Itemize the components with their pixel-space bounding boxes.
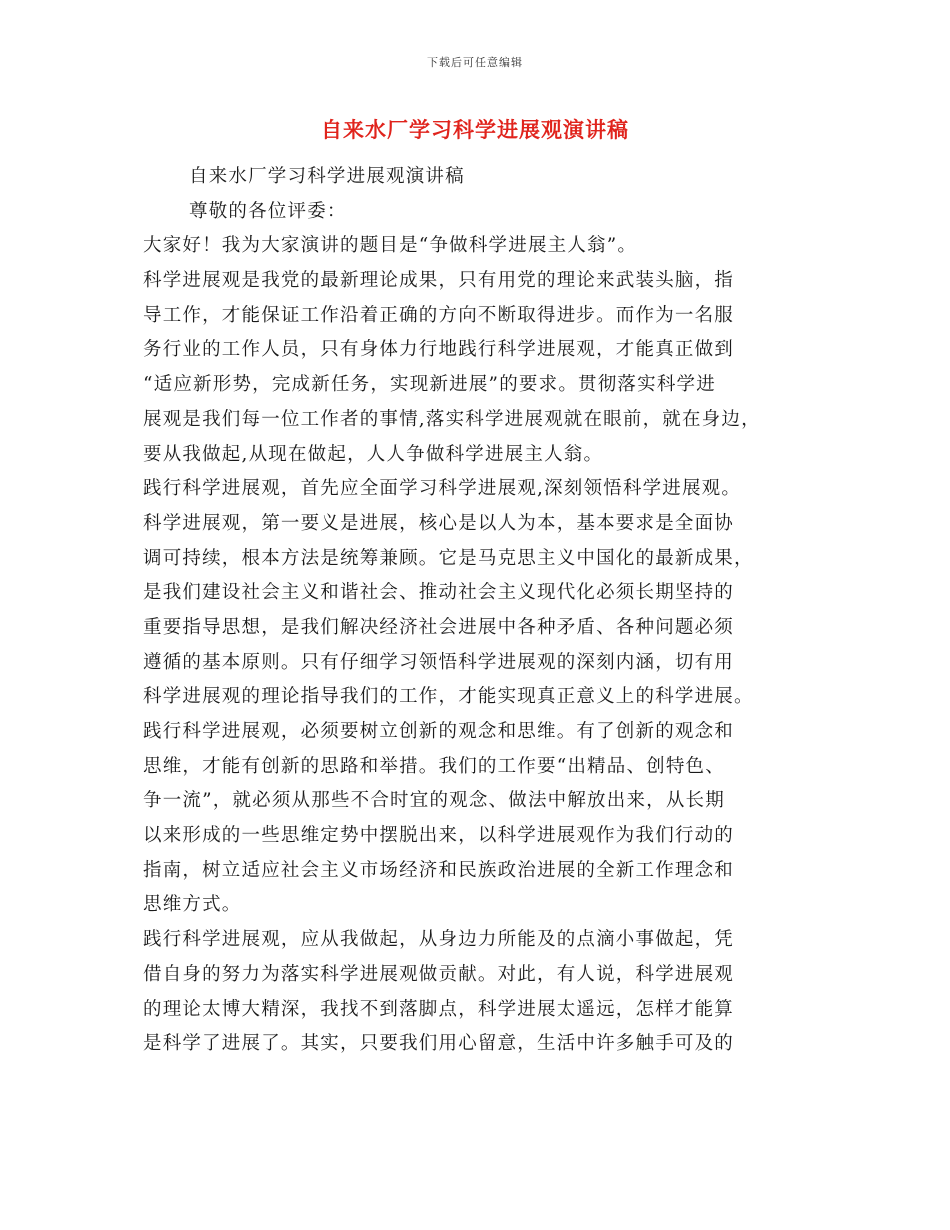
text-line: 指南，树立适应社会主义市场经济和民族政治进展的全新工作理念和 <box>143 859 735 881</box>
text-line: 的理论太博大精深，我找不到落脚点，科学进展太遥远，怎样才能算 <box>143 998 735 1020</box>
text-line: 争一流”，就必须从那些不合时宜的观念、做法中解放出来，从长期 <box>143 790 725 812</box>
text-line: 是科学了进展了。其实，只要我们用心留意，生活中许多触手可及的 <box>143 1033 735 1055</box>
text-line: 践行科学进展观，必须要树立创新的观念和思维。有了创新的观念和 <box>143 721 735 742</box>
text-line: 科学进展观，第一要义是进展，核心是以人为本，基本要求是全面协 <box>143 512 735 534</box>
text-line: 导工作，才能保证工作沿着正确的方向不断取得进步。而作为一名服 <box>143 304 735 326</box>
text-line: “适应新形势，完成新任务，实现新进展”的要求。贯彻落实科学进 <box>143 374 716 396</box>
text-line: 重要指导思想，是我们解决经济社会进展中各种矛盾、各种问题必须 <box>143 616 735 638</box>
text-line: 思维方式。 <box>143 894 242 916</box>
text-line: 以来形成的一些思维定势中摆脱出来，以科学进展观作为我们行动的 <box>143 825 735 847</box>
text-line: 展观是我们每一位工作者的事情,落实科学进展观就在眼前，就在身边， <box>143 408 761 430</box>
document-subtitle: 自来水厂学习科学进展观演讲稿 <box>189 166 465 187</box>
text-line: 践行科学进展观，首先应全面学习科学进展观,深刻领悟科学进展观。 <box>143 478 742 500</box>
text-line: 科学进展观是我党的最新理论成果，只有用党的理论来武装头脑，指 <box>143 270 735 292</box>
text-line: 科学进展观的理论指导我们的工作，才能实现真正意义上的科学进展。 <box>143 686 754 708</box>
text-line: 要从我做起,从现在做起，人人争做科学进展主人翁。 <box>143 443 604 465</box>
text-line: 践行科学进展观，应从我做起，从身边力所能及的点滴小事做起，凭 <box>143 929 735 951</box>
text-line: 务行业的工作人员，只有身体力行地践行科学进展观，才能真正做到 <box>143 339 735 361</box>
text-line: 遵循的基本原则。只有仔细学习领悟科学进展观的深刻内涵，切有用 <box>143 651 735 673</box>
salutation: 尊敬的各位评委： <box>189 200 347 222</box>
text-line: 借自身的努力为落实科学进展观做贡献。对此，有人说，科学进展观 <box>143 963 735 985</box>
document-title: 自来水厂学习科学进展观演讲稿 <box>321 117 629 142</box>
text-line: 调可持续，根本方法是统筹兼顾。它是马克思主义中国化的最新成果， <box>143 547 754 569</box>
text-line: 思维，才能有创新的思路和举措。我们的工作要“出精品、创特色、 <box>143 755 725 777</box>
document-body <box>143 160 823 1062</box>
text-line: 大家好！我为大家演讲的题目是“争做科学进展主人翁”。 <box>143 235 638 257</box>
text-line: 是我们建设社会主义和谐社会、推动社会主义现代化必须长期坚持的 <box>143 582 735 604</box>
header-note: 下载后可任意编辑 <box>427 56 523 69</box>
